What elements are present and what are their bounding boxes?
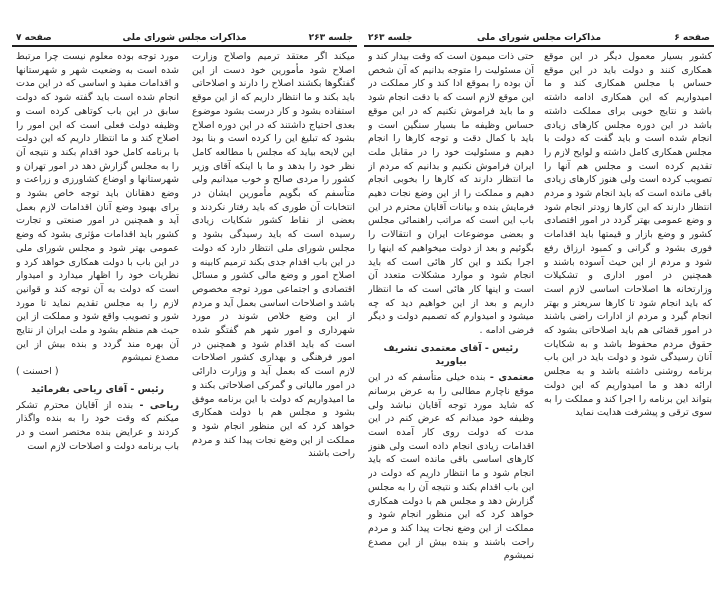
speaker-heading: رئیس - آقای معتمدی تشریف بیاورید [383,342,519,368]
speech-paragraph [368,371,534,563]
speech-text: بنده خیلی متأسفم که در این موقع ناچارم مطالبی را به عرض برسانم که شاید مورد توجه آقایان نباشد ولی وظیفه خود میدانم که عرض کنم در این مدت که دولت روی کار آمده است اقدامات زیادی انجام داده است ولی هنوز کارهای اساسی باقی مانده است که باید انجام شود و ما انتظار داریم که دولت در این باب اقدام بکند و نتیجه آن را به مجلس گزارش دهد و مجلس هم با دولت همکاری خواهد کرد که این منظور انجام شود و مملکت از این وضع نجات پیدا کند و مردم راحت باشند و بنده بیش از این مصدع نمیشوم [368,372,534,562]
session-number: جلسه ۲۶۳ [308,33,353,43]
applause-note: ( احسنت ) [16,366,59,378]
speech-paragraph [16,399,179,454]
page-number: صفحه ۶ [674,33,710,43]
text-column-left [368,50,534,595]
running-title: مذاکرات مجلس شورای ملی [122,33,247,43]
page-header [364,33,714,47]
speaker-heading: رئیس - آقای ریاحی بفرمائید [30,383,165,395]
body-paragraph: حتی ذات میمون است که وقت بیدار کند و آن مسئولیت را متوجه بدانیم که آن شخص آن بوده را بموقع ادا کند و کار مملکت در این موقع لازم است که با دقت انجام شود و ما باید فراموش نکنیم که در این موقع حساس وظیفه ما بسیار سنگین است و باید با کمال دقت و توجه کارها را انجام دهیم و مسئولیت خود را در مقابل ملت ایران فراموش نکنیم و بدانیم که مردم از ما انتظار دارند که کارها را بخوبی انجام دهیم و مملکت را از این وضع نجات دهیم فرمایش بنده و بیانات آقایان محترم در این باب این است که مراتب راهنمائی مجلس و بعضی موضوعات ایران و انتقالات را بگوئیم و بعد از دولت میخواهیم که اینها را اجرا بکند و این کار هائی است که باید انجام شود و موارد مشکلات متعدد آن است و اینها کار هائی است که ما انتظار داریم و بعد از این خواهیم دید که چه میشود و امیدوارم که تصمیم دولت و دیگر فرضی ادامه . [368,51,534,337]
left-page [12,0,357,600]
page-header [12,33,357,47]
speaker-name: ریاحی - [139,399,179,411]
body-paragraph: کشور بسیار معمول دیگر در این موقع همکاری کنند و دولت باید در این موقع حساس با مجلس همکاری کند و ما امیدواریم که این همکاری ادامه داشته باشد و نتایج خوبی برای مملکت داشته باشد در این دوره مجلس کارهای زیادی انجام شده است و باید گفت که دولت با مجلس همکاری کامل داشته و لوایح لازم را تقدیم کرده است و مجلس هم آنها را تصویب کرده است ولی هنوز کارهای زیادی باقی مانده است که باید انجام شود و مردم انتظار دارند که این کارها زودتر انجام شود و وضع عمومی بهتر گردد در امور اقتصادی کشور و وضع بازار و قیمتها باید اقدامات فوری بشود و گرانی و کمبود ارزاق رفع شود و مردم از این حیث آسوده باشند و همچنین در امور اداری و تشکیلات وزارتخانه ها اصلاحات اساسی لازم است که باید انجام شود تا کارها سریعتر و بهتر انجام گیرد و مردم از ادارات راضی باشند در امور قضائی هم باید اصلاحاتی بشود که حقوق مردم محفوظ باشد و به شکایات آنان رسیدگی شود و دولت باید در این باب برنامه روشنی داشته باشد و به مجلس ارائه دهد و ما امیدواریم که این دولت بتواند این برنامه را اجرا کند و مملکت را به سوی ترقی و پیشرفت هدایت نماید [544,51,712,419]
text-column-right [544,50,712,595]
speaker-name: معتمدی - [489,372,534,384]
text-column-left [16,50,179,595]
right-page [364,0,714,600]
text-column-right [192,50,355,595]
running-title: مذاکرات مجلس شورای ملی [476,33,602,43]
speech-text: بنده از آقایان محترم تشکر میکنم که وقت خود را به بنده واگذار کردند و عرایض بنده مختصر است و در باب برنامه دولت و اصلاحات لازم است [16,399,179,452]
body-paragraph: مورد توجه بوده معلوم نیست چرا مرتبط شده است به وضعیت شهر و شهرستانها و اقدامات مفید و اساسی که در این مدت انجام شده است باید گفته شود که دولت سابق در این باب کوتاهی کرده است و وظیفه دولت فعلی است که این امور را اصلاح کند و ما انتظار داریم که این دولت با برنامه کامل خود اقدام بکند و نتیجه آن را به مجلس گزارش دهد در امور تهران و شهرستانها و اوضاع کشاورزی و زراعت و وضع دهقانان باید توجه خاص بشود و برای بهبود وضع آنان اقدامات لازم بعمل آید و همچنین در امور صنعتی و تجارت کشور باید اقدامات مؤثری بشود که وضع عمومی بهتر شود و مجلس شورای ملی در این باب با دولت همکاری خواهد کرد و نظریات خود را اظهار میدارد و امیدوار است که دولت به آن توجه کند و قوانین لازم را به مجلس تقدیم نماید تا مورد شور و تصویب واقع شود و مملکت از این حیث هم منظم بشود و ملت ایران از نتایج آن بهره مند گردد و بنده بیش از این مصدع نمیشوم [16,51,179,364]
session-number: جلسه ۲۶۳ [368,33,413,43]
page-number: صفحه ۷ [16,33,52,43]
body-paragraph: میکند اگر معتقد ترمیم واصلاح وزارت اصلاح شود مأمورین خود دست از این گفتگوها بکشند اصلاح را دارند و اصلاحاتی باید بکند و ما انتظار داریم که از این موقع استفاده بشود و کار درست بشود موضوع بعدی احتیاج داشتند که در این دوره اصلاح بشود که تبلیغ این را کرده است و بنا بود این لایحه بیاید که مجلس با مطالعه کامل نظر خود را بدهد و ما با اینکه آقای وزیر کشور را مردی صالح و خوب میدانیم ولی متأسفم که بگویم مأمورین ایشان در انتخابات آن طوری که باید رفتار نکردند و بعضی از نقاط کشور شکایات زیادی رسیده است که باید رسیدگی بشود و مجلس شورای ملی انتظار دارد که دولت در این باب اقدام جدی بکند ترمیم کابینه و اصلاح امور و وضع مالی کشور و مسائل اقتصادی و اجتماعی مورد توجه مخصوص باشد و اصلاحات اساسی بعمل آید و مردم از این وضع خلاص شوند در مورد شهرداری و امور شهر هم گفتگو شده است که باید اقدام شود و همچنین در امور فرهنگی و بهداری کشور اصلاحات لازم است که بعمل آید و وزارت دارائی در امور مالیاتی و گمرکی اصلاحاتی بکند و ما امیدواریم که دولت با این برنامه موفق بشود و مجلس هم با دولت همکاری خواهد کرد که این منظور انجام شود و مملکت از این وضع نجات پیدا کند و مردم راحت باشند [192,51,355,460]
